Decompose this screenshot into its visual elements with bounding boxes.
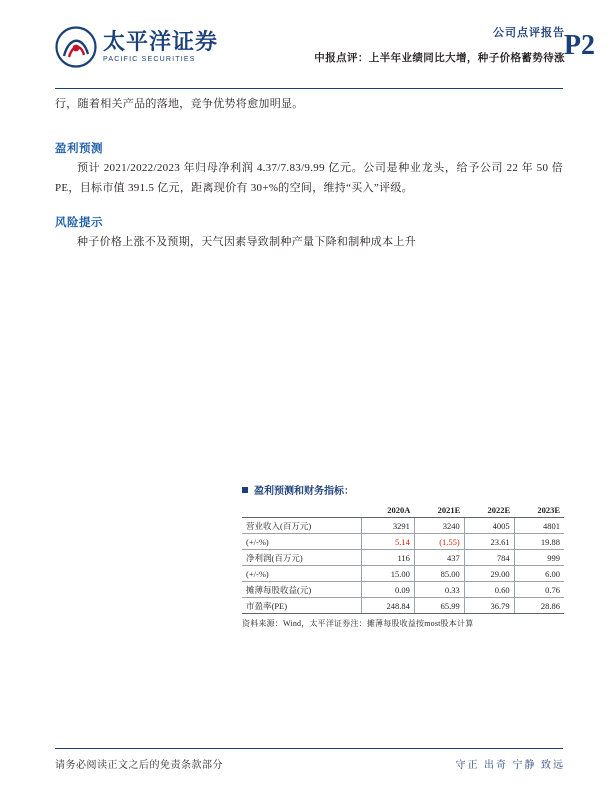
- financial-table-section: [242, 482, 564, 629]
- col-header-4: 2023E: [514, 502, 564, 518]
- row-label: 营业收入(百万元): [242, 518, 362, 534]
- cell-value: 437: [414, 550, 464, 566]
- cell-value: 0.33: [414, 582, 464, 598]
- section-heading-earnings-forecast: 盈利预测: [55, 143, 103, 155]
- cell-value: 248.84: [362, 598, 415, 614]
- document-body: [55, 94, 563, 252]
- cell-value: 784: [464, 550, 514, 566]
- report-category: 公司点评报告: [493, 27, 565, 39]
- table-row: [242, 518, 564, 534]
- table-row: [242, 550, 564, 566]
- pacific-securities-logo-icon: [55, 26, 97, 68]
- cell-value: 28.86: [514, 598, 564, 614]
- row-label: (+/-%): [242, 566, 362, 582]
- col-header-2: 2021E: [414, 502, 464, 518]
- cell-value: 0.09: [362, 582, 415, 598]
- logo-english-name: PACIFIC SECURITIES: [103, 56, 196, 63]
- logo-text: [103, 31, 218, 63]
- section-paragraph-risk-warning: 种子价格上涨不及预期，天气因素导致制种产量下降和制种成本上升: [77, 236, 416, 248]
- cell-value: 3240: [414, 518, 464, 534]
- table-row: [242, 534, 564, 550]
- table-title: [242, 482, 564, 497]
- cell-value: 65.99: [414, 598, 464, 614]
- footer-motto: 守正 出奇 宁静 致远: [455, 760, 565, 771]
- table-row: [242, 598, 564, 614]
- bullet-square-icon: [242, 487, 248, 493]
- cell-value: 3291: [362, 518, 415, 534]
- cell-value: 4005: [464, 518, 514, 534]
- cell-value: 4801: [514, 518, 564, 534]
- cell-value: 29.00: [464, 566, 514, 582]
- table-source-note: 资料来源：Wind，太平洋证券注：摊薄每股收益按most股本计算: [242, 619, 474, 628]
- cell-value: 0.76: [514, 582, 564, 598]
- header-titles: [314, 24, 565, 65]
- cell-value: 23.61: [464, 534, 514, 550]
- row-label: (+/-%): [242, 534, 362, 550]
- cell-value: 999: [514, 550, 564, 566]
- cell-value: 85.00: [414, 566, 464, 582]
- row-label: 净利润(百万元): [242, 550, 362, 566]
- col-header-0: [242, 502, 362, 518]
- cell-value: 5.14: [362, 534, 415, 550]
- cell-value: 116: [362, 550, 415, 566]
- footer-disclaimer: 请务必阅读正文之后的免责条款部分: [55, 760, 223, 771]
- table-row: [242, 582, 564, 598]
- row-label: 摊薄每股收益(元): [242, 582, 362, 598]
- col-header-1: 2020A: [362, 502, 415, 518]
- financial-forecast-table: [242, 502, 564, 614]
- section-paragraph-earnings-forecast: 预计 2021/2022/2023 年归母净利润 4.37/7.83/9.99 亿元。公司是种业龙头，给予公司 22 年 50 倍 PE，目标市值 391.5 亿元，距离现价有 30+%的空间，维持“买入”评级。: [55, 162, 563, 194]
- continued-paragraph: 行，随着相关产品的落地，竞争优势将愈加明显。: [55, 98, 304, 110]
- cell-value: 0.60: [464, 582, 514, 598]
- col-header-3: 2022E: [464, 502, 514, 518]
- spacer: [55, 114, 563, 124]
- table-title-text: 盈利预测和财务指标：: [254, 486, 354, 497]
- footer-divider: [55, 748, 563, 749]
- cell-value: 19.88: [514, 534, 564, 550]
- section-heading-risk-warning: 风险提示: [55, 217, 103, 229]
- table-header-row: [242, 502, 564, 518]
- cell-value: 6.00: [514, 566, 564, 582]
- cell-value: 36.79: [464, 598, 514, 614]
- cell-value: (1.55): [414, 534, 464, 550]
- header-divider: [55, 88, 563, 89]
- table-row: [242, 566, 564, 582]
- page-header: [0, 0, 613, 88]
- logo-chinese-name: 太平洋证券: [103, 29, 219, 54]
- company-logo: [55, 26, 218, 68]
- cell-value: 15.00: [362, 566, 415, 582]
- page-number-badge: P2: [563, 30, 595, 61]
- report-title: 中报点评：上半年业绩同比大增，种子价格蓄势待涨: [314, 53, 565, 64]
- row-label: 市盈率(PE): [242, 598, 362, 614]
